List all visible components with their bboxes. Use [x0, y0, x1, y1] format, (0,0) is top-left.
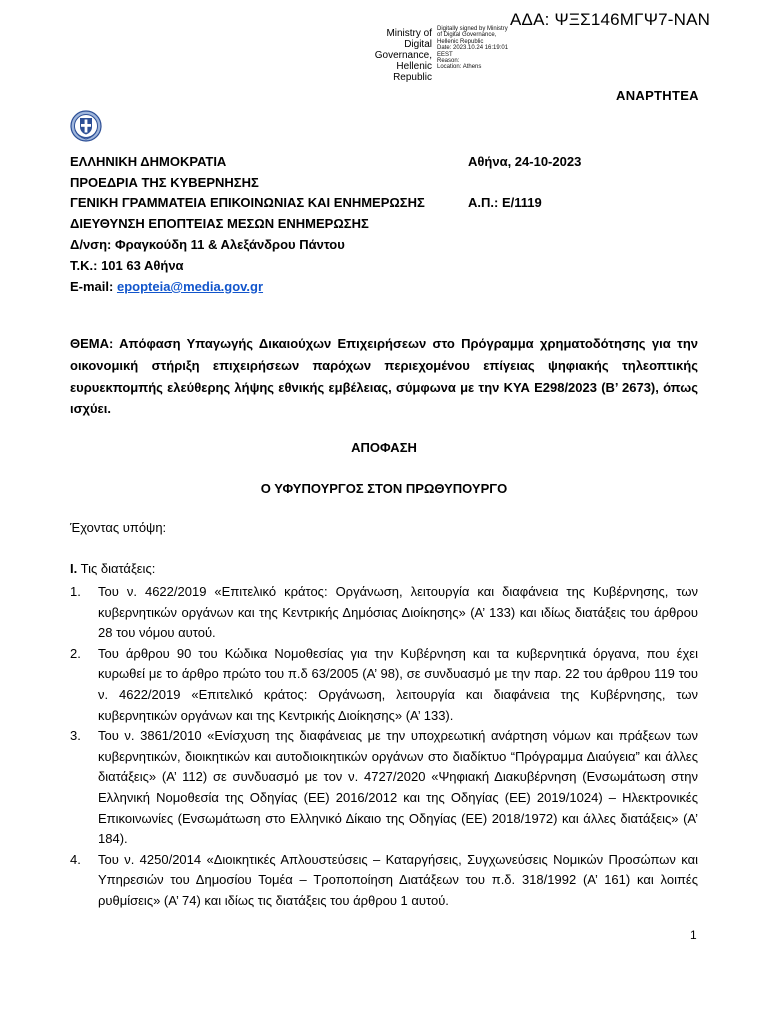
email-label: E-mail: [70, 278, 117, 294]
header-address: Δ/νση: Φραγκούδη 11 & Αλεξάνδρου Πάντου [70, 237, 345, 253]
letterhead [70, 151, 710, 297]
place-date: Αθήνα, 24-10-2023 [468, 153, 582, 169]
signature-detail-line: Hellenic Republic [437, 38, 484, 45]
list-item-number: 3. [70, 728, 81, 744]
protocol-number: Α.Π.: Ε/1119 [468, 195, 542, 211]
email-link[interactable]: epopteia@media.gov.gr [116, 278, 264, 294]
provisions-label: Τις διατάξεις: [77, 561, 156, 576]
header-postcode: Τ.Κ.: 101 63 Αθήνα [70, 257, 184, 273]
header-secretariat: ΓΕΝΙΚΗ ΓΡΑΜΜΑΤΕΙΑ ΕΠΙΚΟΙΝΩΝΙΑΣ ΚΑΙ ΕΝΗΜΕΡΩΣΗΣ [70, 195, 425, 211]
list-item-text: Του άρθρου 90 του Κώδικα Νομοθεσίας για την Κυβέρνηση και τα κυβερνητικά όργανα, που έχει κυρωθεί με το άρθρο πρώτο του π.δ 63/2005 (Α’ 98), σε συνδυασμό με την παρ. 22 του άρθρου 119 του ν. 4622/2019 «Επιτελικό κράτος: Οργάνωση, λειτουργία και διαφάνεια της Κυβέρνησης, των κυβερνητικών οργάνων και της Κεντρικής Διοίκησης» (Α’ 133). [98, 645, 698, 723]
signature-detail-line: Date: 2023.10.24 16:19:01 [437, 45, 509, 52]
ada-code: ΑΔΑ: ΨΞΣ146ΜΓΨ7-ΝΑΝ [510, 10, 711, 29]
signature-detail-line: Reason: [437, 58, 460, 65]
list-item-text: Του ν. 4622/2019 «Επιτελικό κράτος: Οργάνωση, λειτουργία και διαφάνεια της Κυβέρνησης, των κυβερνητικών οργάνων και της Κεντρικής Δημόσιας Διοίκησης» (Α’ 133) και ιδίως διατάξεις του άρθρου 28 του νόμου αυτού. [98, 584, 698, 641]
signature-detail-line: of Digital Governance, [437, 32, 497, 39]
posting-label: ΑΝΑΡΤΗΤΕΑ [616, 88, 699, 103]
signature-details [437, 26, 517, 71]
signature-detail-line: Location: Athens [437, 64, 482, 71]
header-email [70, 279, 468, 294]
list-item-number: 4. [70, 851, 81, 867]
subject-paragraph: ΘΕΜΑ: Απόφαση Υπαγωγής Δικαιούχων Επιχειρήσεων στο Πρόγραμμα χρηματοδότησης για την οικονομική στήριξη επιχειρήσεων παρόχων περιεχομένου επίγειας ψηφιακής τηλεοπτικής ευρυεκπομπής ελεύθερης λήψης εθνικής εμβέλειας, σύμφωνα με την ΚΥΑ Ε298/2023 (Β’ 2673), όπως ισχύει. [70, 336, 698, 417]
header-directorate: ΔΙΕΥΘΥΝΣΗ ΕΠΟΠΤΕΙΑΣ ΜΕΣΩΝ ΕΝΗΜΕΡΩΣΗΣ [70, 216, 369, 232]
header-presidency: ΠΡΟΕΔΡΙΑ ΤΗΣ ΚΥΒΕΡΝΗΣΗΣ [70, 174, 259, 190]
page-number: 1 [690, 928, 697, 942]
greek-emblem-icon [70, 110, 102, 142]
signature-detail-line: EEST [437, 51, 453, 58]
provisions-heading [70, 561, 155, 576]
list-item-number: 1. [70, 584, 81, 599]
signature-detail-line: Digitally signed by Ministry [437, 26, 508, 32]
list-item [70, 644, 698, 726]
signature-issuer: Ministry of Digital Governance, Hellenic Republic [374, 28, 432, 83]
list-item [70, 850, 698, 912]
list-item-number: 2. [70, 645, 81, 661]
provisions-list [70, 582, 698, 912]
list-item [70, 582, 698, 644]
list-item-text: Του ν. 4250/2014 «Διοικητικές Απλουστεύσεις – Καταργήσεις, Συγχωνεύσεις Νομικών Προσώπων και Υπηρεσιών του Δημοσίου Τομέα – Τροποποίηση Διατάξεων του π.δ. 318/1992 (Α’ 161) και λοιπές ρυθμίσεις» (Α’ 74) και ιδίως τις διατάξεις του άρθρου 1 αυτού. [98, 851, 698, 908]
header-country: ΕΛΛΗΝΙΚΗ ΔΗΜΟΚΡΑΤΙΑ [70, 153, 227, 169]
list-item [70, 726, 698, 850]
list-item-text: Του ν. 3861/2010 «Ενίσχυση της διαφάνειας με την υποχρεωτική ανάρτηση νόμων και πράξεων των κυβερνητικών, διοικητικών και αυτοδιοικητικών οργάνων στο διαδίκτυο “Πρόγραμμα Διαύγεια” και άλλες διατάξεις» (Α’ 112) σε συνδυασμό με τον ν. 4727/2020 «Ψηφιακή Διακυβέρνηση (Ενσωμάτωση στην Ελληνική Νομοθεσία της Οδηγίας (ΕΕ) 2016/2012 και της Οδηγίας (ΕΕ) 2019/1024) – Ηλεκτρονικές Επικοινωνίες (Ενσωμάτωση στο Ελληνικό Δίκαιο της Οδηγίας (ΕΕ) 2018/1972) και άλλες διατάξεις» (Α’ 184). [98, 728, 698, 847]
authority-title: Ο ΥΦΥΠΟΥΡΓΟΣ ΣΤΟΝ ΠΡΩΘΥΠΟΥΡΓΟ [260, 481, 508, 496]
considering-label: Έχοντας υπόψη: [70, 520, 167, 535]
decision-title: ΑΠΟΦΑΣΗ [351, 440, 417, 455]
provisions-number: Ι. [70, 561, 78, 576]
